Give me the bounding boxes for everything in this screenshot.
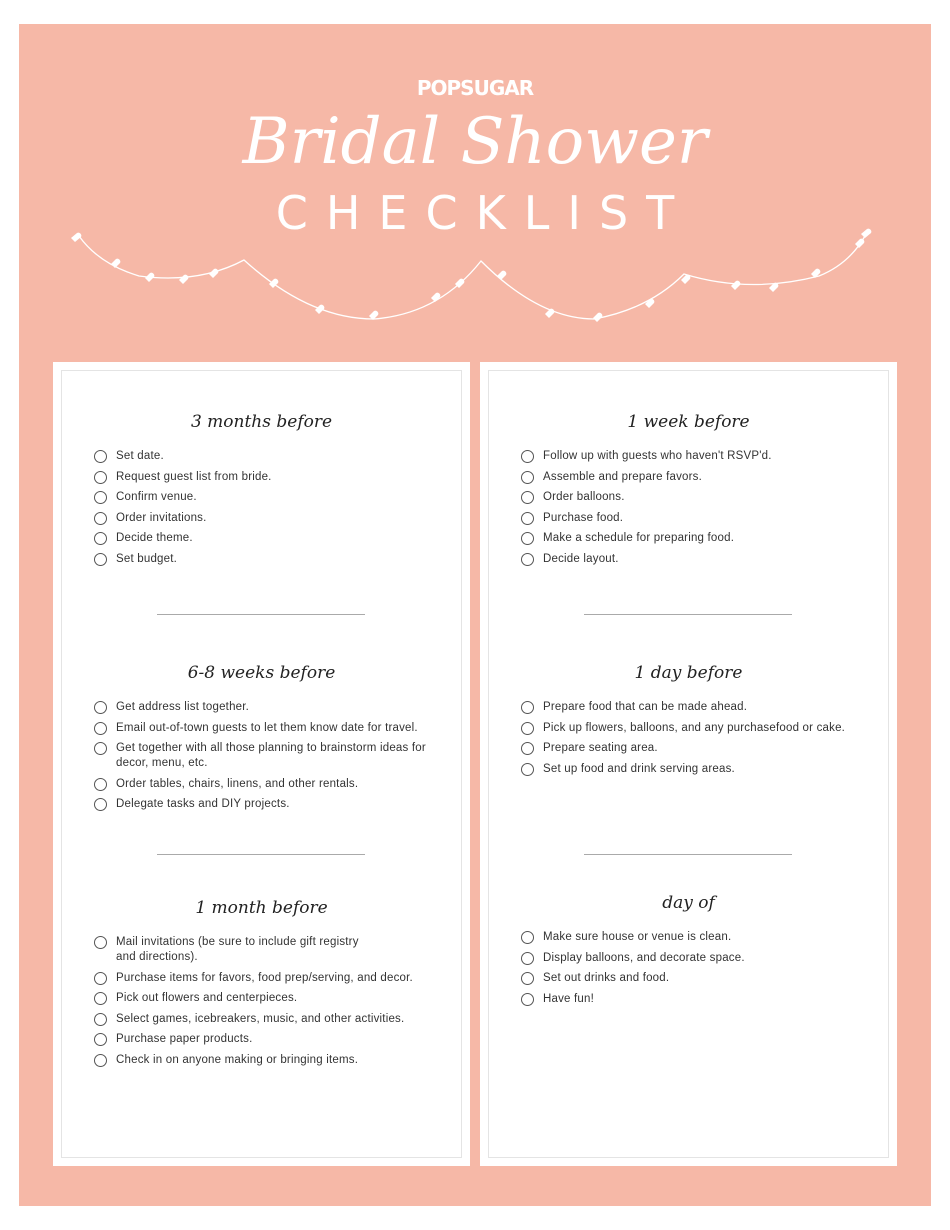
circle-checkbox-icon[interactable] (521, 931, 534, 944)
circle-checkbox-icon[interactable] (94, 471, 107, 484)
circle-checkbox-icon[interactable] (521, 450, 534, 463)
checklist-item[interactable] (521, 721, 888, 736)
circle-checkbox-icon[interactable] (521, 701, 534, 714)
item-label: Get address list together. (116, 701, 250, 713)
item-label: Follow up with guests who haven't RSVP'd. (543, 450, 772, 462)
circle-checkbox-icon[interactable] (521, 742, 534, 755)
checklist-item[interactable] (94, 1032, 401, 1047)
checklist-item[interactable] (94, 700, 441, 715)
section-divider (584, 854, 792, 855)
circle-checkbox-icon[interactable] (94, 512, 107, 525)
item-label: Request guest list from bride. (116, 470, 272, 483)
checklist-item[interactable] (94, 490, 461, 505)
checklist-item[interactable] (94, 470, 461, 485)
circle-checkbox-icon[interactable] (521, 763, 534, 776)
checklist-item[interactable] (94, 511, 461, 526)
checklist-item[interactable] (521, 470, 888, 485)
card-border (61, 370, 462, 1158)
checklist-item[interactable] (521, 762, 888, 777)
circle-checkbox-icon[interactable] (94, 778, 107, 791)
item-label: Decide theme. (116, 532, 193, 544)
checklist-item[interactable] (94, 531, 461, 546)
circle-checkbox-icon[interactable] (94, 450, 107, 463)
checklist-item[interactable] (94, 552, 461, 567)
checklist-item[interactable] (521, 951, 888, 966)
circle-checkbox-icon[interactable] (521, 972, 534, 985)
checklist (489, 449, 888, 567)
item-label: Set budget. (116, 552, 178, 565)
item-label: Email out-of-town guests to let them know date for travel. (116, 721, 418, 734)
checklist-item[interactable] (521, 992, 888, 1007)
circle-checkbox-icon[interactable] (94, 798, 107, 811)
page-title-script: Bridal Shower (242, 105, 708, 179)
section-divider (584, 614, 792, 615)
checklist (489, 930, 888, 1007)
item-label: Prepare food that can be made ahead. (543, 701, 748, 713)
checklist-item[interactable] (94, 721, 441, 736)
checklist-item[interactable] (521, 700, 888, 715)
checklist-item[interactable] (94, 1012, 461, 1027)
item-label: Pick up flowers, balloons, and any purchasefood or cake. (543, 721, 846, 734)
circle-checkbox-icon[interactable] (94, 491, 107, 504)
section-title: 1 day before (634, 663, 743, 683)
section-title: day of (662, 893, 715, 913)
item-label: Get together with all those planning to brainstorm ideas for decor, menu, etc. (116, 742, 426, 769)
circle-checkbox-icon[interactable] (94, 532, 107, 545)
checklist-item[interactable] (94, 971, 461, 986)
item-label: Mail invitations (be sure to include gift registry and directions). (116, 936, 359, 963)
checklist-item[interactable] (521, 490, 888, 505)
checklist-item[interactable] (94, 777, 441, 792)
item-label: Display balloons, and decorate space. (543, 951, 745, 964)
section-title: 1 month before (195, 898, 328, 918)
circle-checkbox-icon[interactable] (94, 936, 107, 949)
section-title: 1 week before (627, 412, 750, 432)
circle-checkbox-icon[interactable] (521, 532, 534, 545)
circle-checkbox-icon[interactable] (521, 952, 534, 965)
section-day-of (489, 892, 888, 1012)
checklist (62, 700, 461, 812)
item-label: Have fun! (543, 992, 595, 1005)
circle-checkbox-icon[interactable] (94, 1033, 107, 1046)
item-label: Confirm venue. (116, 491, 197, 503)
checklist-item[interactable] (521, 511, 888, 526)
checklist-card-left (53, 362, 470, 1166)
checklist-item[interactable] (521, 552, 888, 567)
section-1-month (62, 897, 461, 1073)
checklist-card-right (480, 362, 897, 1166)
item-label: Order tables, chairs, linens, and other rentals. (116, 777, 359, 790)
section-1-day (489, 662, 888, 782)
item-label: Set out drinks and food. (543, 972, 670, 984)
checklist-item[interactable] (521, 449, 888, 464)
checklist-item[interactable] (521, 741, 888, 756)
checklist-item[interactable] (94, 1053, 461, 1068)
circle-checkbox-icon[interactable] (94, 992, 107, 1005)
checklist (62, 449, 461, 567)
section-title: 3 months before (190, 412, 333, 432)
page-title-caps: CHECKLIST (275, 186, 693, 240)
circle-checkbox-icon[interactable] (94, 742, 107, 755)
section-1-week (489, 411, 888, 572)
circle-checkbox-icon[interactable] (521, 471, 534, 484)
circle-checkbox-icon[interactable] (94, 722, 107, 735)
item-label: Prepare seating area. (543, 742, 658, 754)
circle-checkbox-icon[interactable] (521, 722, 534, 735)
item-label: Order invitations. (116, 511, 207, 524)
checklist-item[interactable] (94, 797, 441, 812)
section-6-8-weeks (62, 662, 461, 818)
item-label: Make sure house or venue is clean. (543, 931, 732, 943)
section-title: 6-8 weeks before (187, 663, 336, 683)
checklist-item[interactable] (521, 971, 888, 986)
item-label: Check in on anyone making or bringing items. (116, 1053, 359, 1066)
circle-checkbox-icon[interactable] (521, 512, 534, 525)
checklist-item[interactable] (94, 991, 401, 1006)
circle-checkbox-icon[interactable] (94, 553, 107, 566)
item-label: Set up food and drink serving areas. (543, 762, 735, 775)
heart-garland-icon (19, 224, 931, 334)
section-divider (157, 614, 365, 615)
item-label: Purchase items for favors, food prep/serving, and decor. (116, 971, 413, 984)
item-label: Delegate tasks and DIY projects. (116, 798, 290, 810)
card-border (488, 370, 889, 1158)
circle-checkbox-icon[interactable] (94, 701, 107, 714)
item-label: Purchase food. (543, 511, 624, 524)
circle-checkbox-icon[interactable] (521, 993, 534, 1006)
item-label: Decide layout. (543, 552, 619, 565)
checklist (62, 935, 461, 1068)
circle-checkbox-icon[interactable] (521, 553, 534, 566)
circle-checkbox-icon[interactable] (94, 1054, 107, 1067)
checklist-sheet (19, 24, 931, 1206)
item-label: Pick out flowers and centerpieces. (116, 992, 298, 1004)
checklist-item[interactable] (94, 741, 441, 771)
checklist-item[interactable] (94, 935, 401, 965)
item-label: Purchase paper products. (116, 1033, 253, 1045)
item-label: Set date. (116, 450, 164, 462)
circle-checkbox-icon[interactable] (521, 491, 534, 504)
checklist (489, 700, 888, 777)
checklist-item[interactable] (521, 531, 888, 546)
circle-checkbox-icon[interactable] (94, 972, 107, 985)
item-label: Order balloons. (543, 491, 625, 503)
item-label: Assemble and prepare favors. (543, 470, 703, 483)
section-3-months (62, 411, 461, 572)
item-label: Select games, icebreakers, music, and other activities. (116, 1012, 405, 1025)
brand-logo: POPSUGAR (416, 76, 534, 100)
section-divider (157, 854, 365, 855)
circle-checkbox-icon[interactable] (94, 1013, 107, 1026)
checklist-item[interactable] (521, 930, 888, 945)
item-label: Make a schedule for preparing food. (543, 532, 735, 544)
checklist-item[interactable] (94, 449, 461, 464)
